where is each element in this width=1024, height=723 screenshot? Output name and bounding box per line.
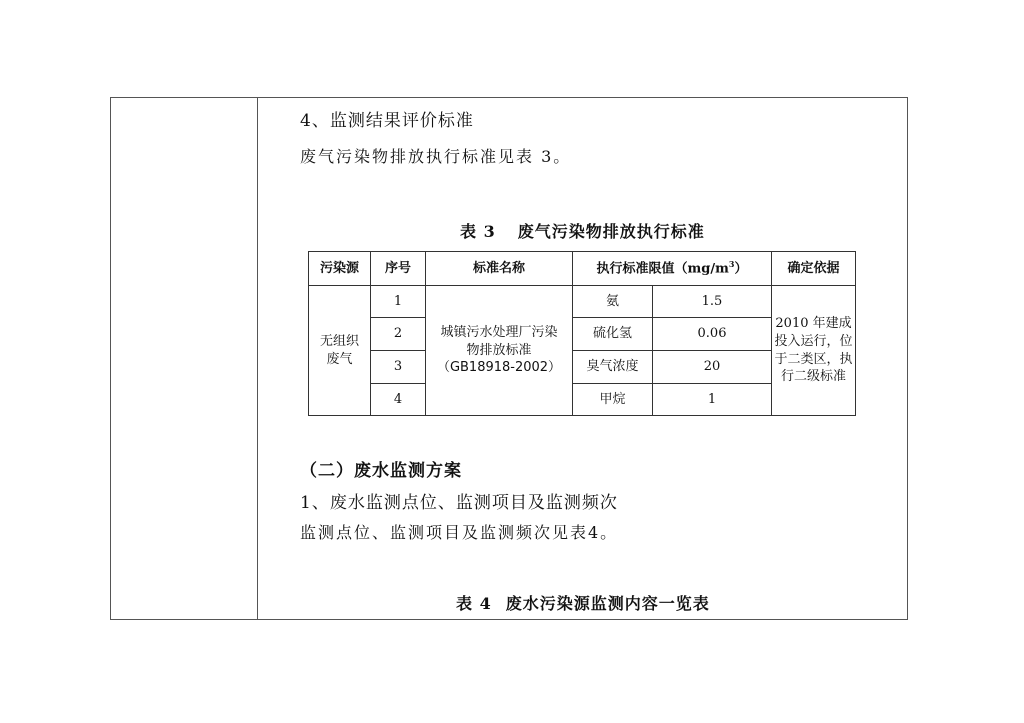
table4-caption-number: 表 4 (456, 594, 492, 613)
cell-limit: 1 (653, 384, 772, 416)
emission-standard-table (308, 251, 856, 416)
cell-pollutant: 甲烷 (573, 384, 653, 416)
paragraph-table3-reference: 废气污染物排放执行标准见表 3。 (300, 147, 572, 166)
section-heading-evaluation: 4、监测结果评价标准 (300, 111, 474, 131)
header-standard-name: 标准名称 (426, 252, 573, 286)
cell-seq: 3 (371, 351, 426, 384)
cell-source: 无组织 废气 (309, 286, 371, 416)
table3-caption-number: 表 3 (460, 222, 496, 241)
header-basis: 确定依据 (772, 252, 856, 286)
cell-limit: 1.5 (653, 286, 772, 318)
cell-limit: 0.06 (653, 318, 772, 351)
column-divider (257, 97, 258, 620)
paragraph-table4-reference: 监测点位、监测项目及监测频次见表4。 (300, 523, 619, 542)
cell-standard-name: 城镇污水处理厂污染 物排放标准 （GB18918-2002） (426, 286, 573, 416)
subheading-monitoring-points: 1、废水监测点位、监测项目及监测频次 (300, 493, 618, 513)
header-limit: 执行标准限值$(mg/m^3)$ (573, 252, 772, 286)
cell-seq: 1 (371, 286, 426, 318)
cell-pollutant: 硫化氢 (573, 318, 653, 351)
table4-caption (456, 591, 710, 614)
cell-seq: 4 (371, 384, 426, 416)
cell-pollutant: 氨 (573, 286, 653, 318)
cell-basis: 2010 年建成 投入运行，位 于二类区，执 行二级标准 (772, 286, 856, 416)
table3-caption-title: 废气污染物排放执行标准 (517, 222, 705, 241)
header-seq: 序号 (371, 252, 426, 286)
cell-seq: 2 (371, 318, 426, 351)
table-row (309, 286, 856, 318)
table3-caption (460, 219, 705, 242)
section-heading-wastewater: （二）废水监测方案 (300, 461, 462, 481)
table4-caption-title: 废水污染源监测内容一览表 (505, 594, 710, 613)
table-header-row (309, 252, 856, 286)
cell-pollutant: 臭气浓度 (573, 351, 653, 384)
header-source: 污染源 (309, 252, 371, 286)
cell-limit: 20 (653, 351, 772, 384)
